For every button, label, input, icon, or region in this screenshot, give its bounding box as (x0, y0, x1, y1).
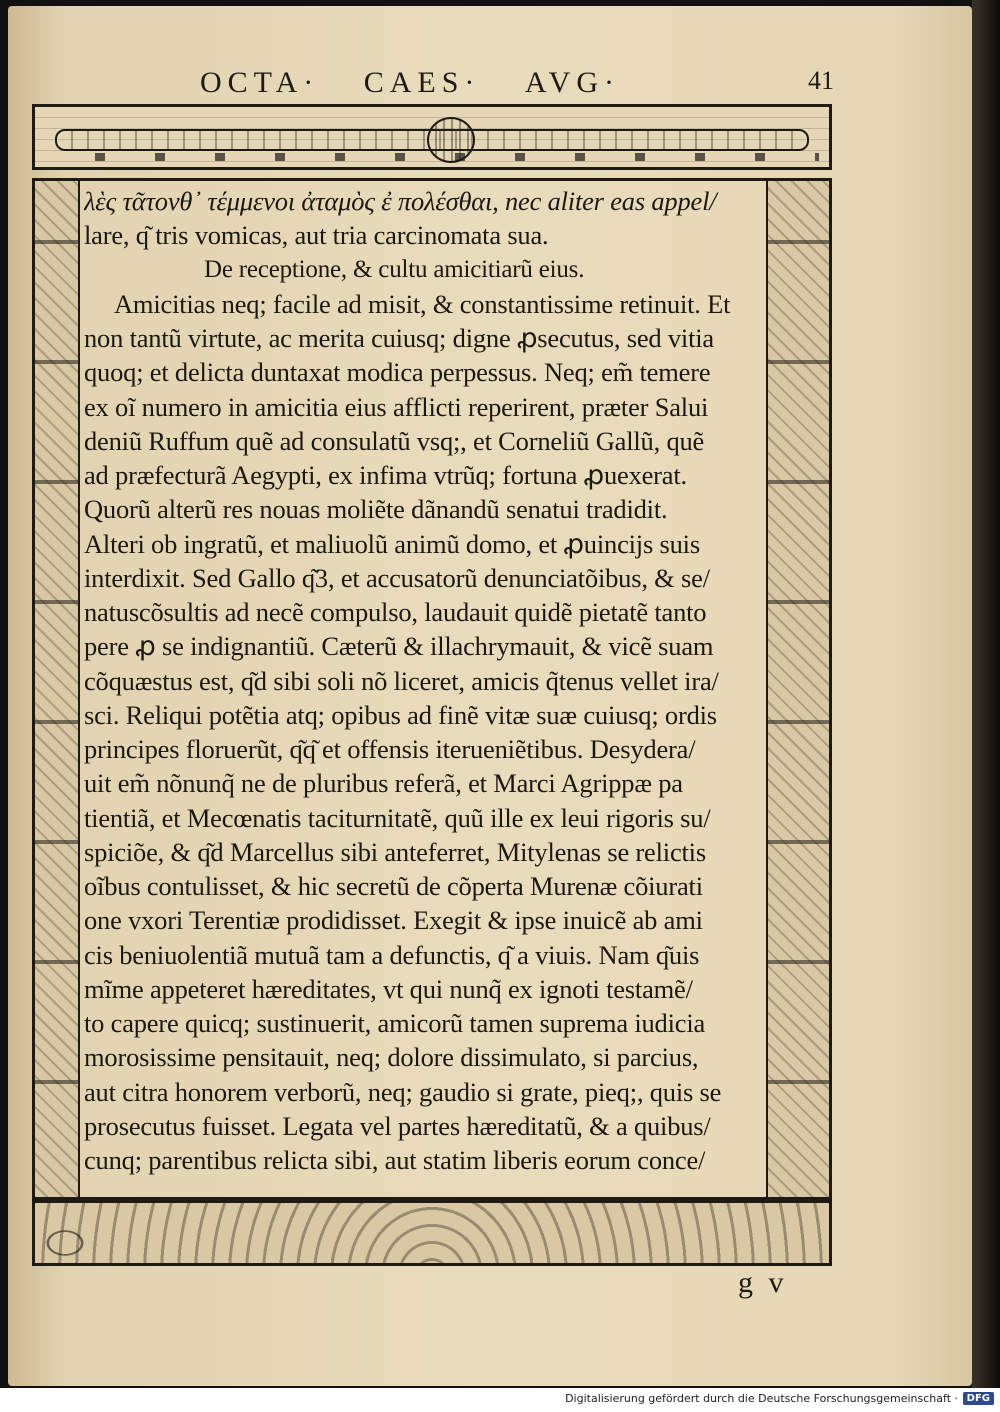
text-line: deniũ Ruffum quẽ ad consulatũ vsq;, et Corneliũ Gallũ, quẽ (84, 425, 705, 456)
text-line: prosecutus fuisset. Legata vel partes hæreditatũ, & a quibus/ (84, 1110, 711, 1141)
text-line: interdixit. Sed Gallo q͂3, et accusatorũ denunciatõibus, & se/ (84, 562, 710, 593)
text-line: quoq; et delicta duntaxat modica perpessus. Neq; em̃ temere (84, 357, 711, 388)
text-line: Amicitias neq; facile ad misit, & constantissime retinuit. Et (114, 288, 731, 319)
text-line: λὲς τᾶτονθ᾽ τέμμενοι ἀταμὸς ἐ πολέσθαι, nec aliter eas appel/ (84, 186, 717, 216)
main-text (84, 184, 764, 1177)
text-line: cunq; parentibus relicta sibi, aut statim liberis eorum conce/ (84, 1145, 706, 1175)
text-line: aut citra honorem verborũ, neq; gaudio si grate, pieq;, quis se (84, 1076, 722, 1107)
border-ornament (45, 153, 819, 161)
running-head-part: AVG· (524, 66, 620, 99)
text-line: principes floruerũt, q͂q͂ et offensis iterueniẽtibus. Desydera/ (84, 734, 696, 764)
book-edge (972, 0, 1000, 1388)
text-line: spiciõe, & q͂d Marcellus sibi anteferret, Mitylenas se relictis (84, 836, 706, 867)
text-line: oĩbus contulisset, & hic secretũ de cõperta Murenæ cõiurati (84, 871, 703, 901)
text-line: one vxori Terentiæ prodidisset. Exegit & ipse inuicẽ ab ami (84, 905, 703, 936)
top-woodcut-border (32, 104, 832, 170)
text-line: pere ꝓ se indignantiũ. Cæterũ & illachrymauit, & vicẽ suam (84, 631, 714, 662)
running-head (200, 66, 620, 100)
running-head-part: CAES· (363, 66, 481, 99)
text-line: sci. Reliqui potẽtia atq; opibus ad finẽ vitæ suæ cuiusq; ordis (84, 699, 717, 730)
text-line: ex oĩ numero in amicitia eius afflicti reperirent, præter Salui (84, 391, 709, 422)
text-line: tientiã, et Mecœnatis taciturnitatẽ, quũ ille ex leui rigoris su/ (84, 802, 711, 833)
text-line: cis beniuolentiã mutuã tam a defunctis, q͂ a viuis. Nam q͂uis (84, 939, 700, 970)
folio-number: 41 (808, 66, 834, 95)
text-line: mĩme appeteret hæreditates, vt qui nunq̃ ex ignoti testamẽ/ (84, 973, 693, 1004)
text-line: Quorũ alterũ res nouas moliẽte dãnandũ senatui tradidit. (84, 494, 668, 525)
footer-credit: Digitalisierung gefördert durch die Deutsche Forschungsgemeinschaft · (565, 1392, 958, 1405)
text-line: uit em̃ nõnunq̃ ne de pluribus referã, et Marci Agrippæ pa (84, 768, 683, 799)
dfg-logo-icon: DFG (963, 1392, 994, 1405)
text-line: non tantũ virtute, ac merita cuiusq; digne ꝓsecutus, sed vitia (84, 323, 714, 353)
text-line: lare, q͂ tris vomicas, aut tria carcinomata sua. (84, 220, 549, 251)
signature-mark: g v (738, 1266, 788, 1299)
bottom-woodcut-border (32, 1200, 832, 1266)
text-line: morosissime pensitauit, neq; dolore dissimulato, si parcius, (84, 1042, 699, 1073)
text-line: cõquæstus est, q͂d sibi soli nõ liceret, amicis q̃tenus vellet ira/ (84, 665, 719, 696)
running-head-part: OCTA· (200, 66, 320, 99)
section-heading: De receptione, & cultu amicitiarũ eius. (204, 255, 585, 283)
text-line: Alteri ob ingratũ, et maliuolũ animũ domo, et ꝓuincijs suis (84, 528, 700, 559)
text-line: natuscõsultis ad necẽ compulso, laudauit quidẽ pietatẽ tanto (84, 597, 707, 627)
text-line: ad præfecturã Aegypti, ex infima vtrũq; fortuna ꝓuexerat. (84, 460, 687, 490)
text-line: to capere quicq; sustinuerit, amicorũ tamen suprema iudicia (84, 1008, 706, 1038)
